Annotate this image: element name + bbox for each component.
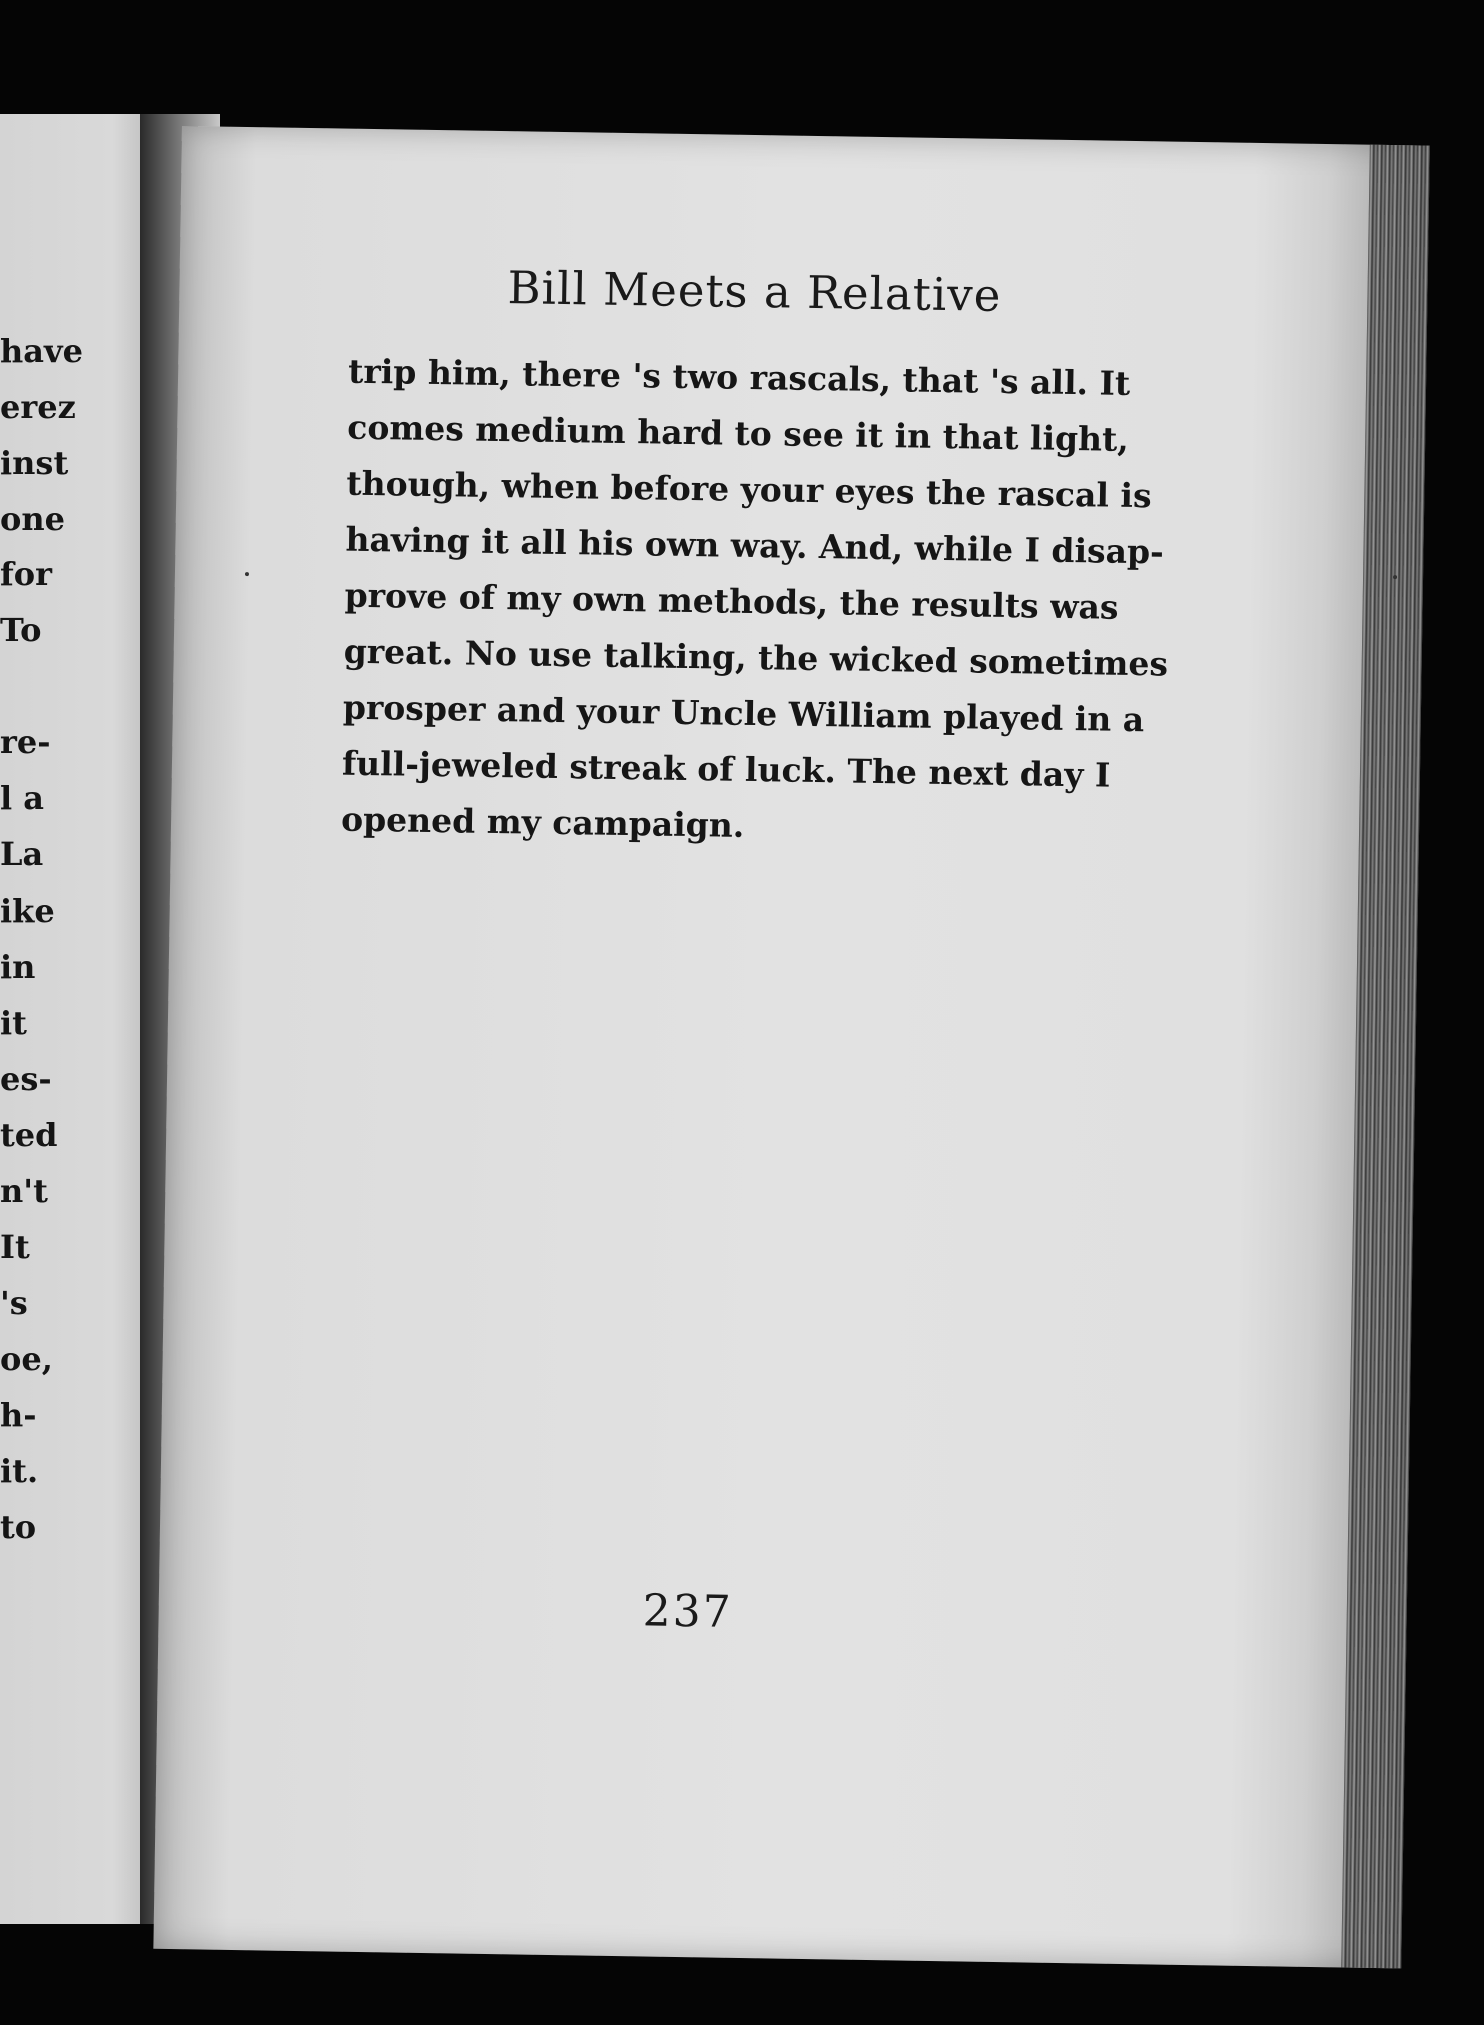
- left-page-line: To: [0, 611, 42, 649]
- left-page-line: for: [0, 555, 52, 593]
- left-page-line: It: [0, 1228, 30, 1266]
- dust-speck: [245, 572, 249, 576]
- left-page-line: 's: [0, 1284, 28, 1322]
- left-page-line: it.: [0, 1452, 39, 1490]
- text-line: prosper and your Uncle William played in a: [342, 687, 1145, 740]
- left-page-line: in: [0, 948, 36, 986]
- text-line: having it all his own way. And, while I disap-: [345, 519, 1165, 572]
- left-page-line: to: [0, 1508, 37, 1546]
- left-page-line: erez: [0, 388, 76, 426]
- left-page-line: ike: [0, 892, 55, 930]
- text-line: trip him, there 's two rascals, that 's all. It: [347, 351, 1131, 403]
- left-page-line: inst: [0, 444, 69, 482]
- left-page-line: La: [0, 835, 44, 873]
- text-line: full-jeweled streak of luck. The next day I: [341, 743, 1111, 795]
- left-page-line: one: [0, 500, 65, 538]
- page-number: 237: [642, 1585, 734, 1638]
- left-page-line: re-: [0, 723, 51, 761]
- left-page-line: it: [0, 1004, 27, 1042]
- running-head: Bill Meets a Relative: [507, 261, 1002, 322]
- left-page-line: h-: [0, 1396, 37, 1434]
- left-page-line: l a: [0, 779, 45, 817]
- text-line: opened my campaign.: [340, 799, 745, 845]
- left-page-line: n't: [0, 1172, 48, 1210]
- left-page-line: ted: [0, 1116, 58, 1154]
- dust-speck: [1393, 575, 1397, 579]
- page-edges: [1341, 145, 1430, 1969]
- text-line: though, when before your eyes the rascal is: [346, 463, 1152, 516]
- text-line: great. No use talking, the wicked sometimes: [343, 631, 1169, 684]
- text-line: comes medium hard to see it in that light,: [346, 407, 1130, 459]
- body-text: [340, 344, 1169, 860]
- right-page: [153, 126, 1429, 1968]
- left-page-line: have: [0, 332, 83, 370]
- text-line: prove of my own methods, the results was: [344, 575, 1119, 627]
- left-page-line: es-: [0, 1060, 52, 1098]
- left-page-line: oe,: [0, 1340, 53, 1378]
